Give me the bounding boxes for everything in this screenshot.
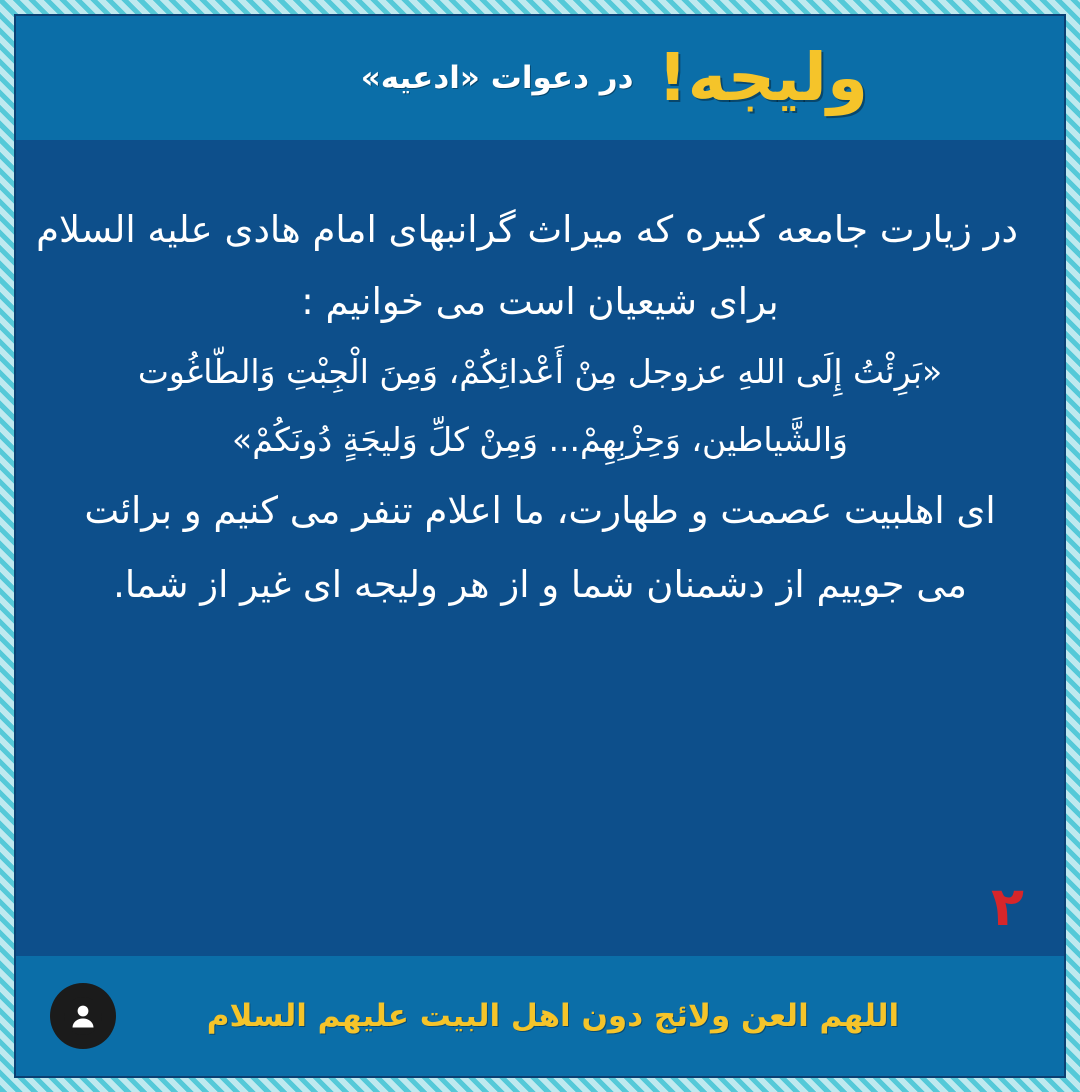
footer-slogan: اللهم العن ولائج دون اهل البیت علیهم السلام [206,998,900,1034]
page-title: ولیجه! [657,39,868,116]
intro-line-2: برای شیعیان است می خوانیم : [301,280,779,324]
arabic-quote-line-2: وَالشَّياطين، وَحِزْبِهِمْ... وَمِنْ كلِّ وَلیجَةٍ دُونَكُمْ» [232,419,848,459]
footer-band [16,956,1064,1076]
header-subtitle: در دعوات «ادعیه» [360,60,634,96]
poster-inner [14,14,1066,1078]
intro-line-1: در زیارت جامعه کبیره که میراث گرانبهای امام هادی علیه السلام [36,208,1018,251]
translation-line-1: ای اهلبیت عصمت و طهارت، ما اعلام تنفر می کنیم و برائت [84,488,996,532]
user-avatar-icon [50,983,116,1049]
arabic-quote-line-1: «بَرِئْتُ إِلَى اللهِ عزوجل مِنْ أَعْدائِكُمْ، وَمِنَ الْجِبْتِ وَالطّاغُوت [137,352,943,392]
translation-line-2: می جوییم از دشمنان شما و از هر ولیجه ای غیر از شما. [113,562,967,606]
main-content [16,140,1064,956]
page-number: ۲ [991,875,1024,938]
header-content [42,39,1038,116]
header-band [16,16,1064,140]
